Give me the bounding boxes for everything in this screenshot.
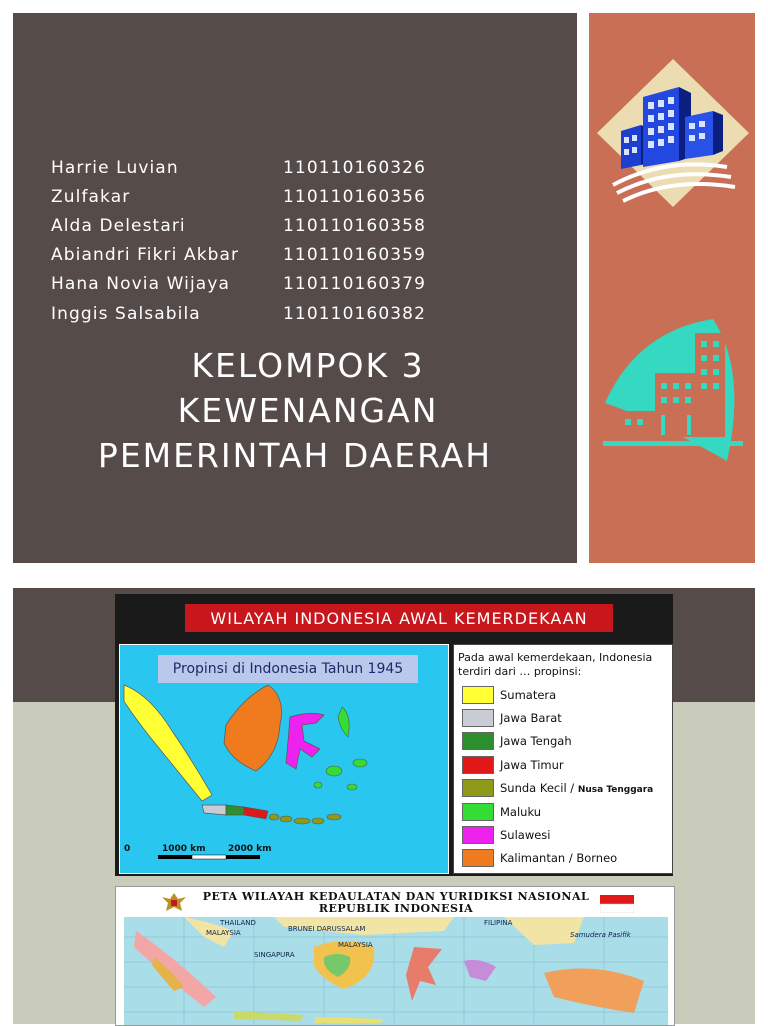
legend-item — [462, 683, 672, 706]
office-buildings-icon — [595, 57, 751, 211]
map-label-malaysia: MALAYSIA — [338, 941, 373, 949]
legend-label: Sumatera — [500, 687, 557, 702]
slide-title — [13, 343, 577, 478]
legend-swatch — [462, 803, 494, 821]
legend-swatch — [462, 709, 494, 727]
legend-swatch — [462, 849, 494, 867]
legend-label-main: Sunda Kecil / — [500, 781, 578, 796]
title-slide-side-panel — [589, 13, 755, 563]
scale-zero-label: 0 — [124, 844, 131, 854]
map-label-filipina: FILIPINA — [484, 919, 513, 927]
member-row — [51, 182, 471, 211]
map-label-thailand: THAILAND — [220, 919, 256, 927]
member-row — [51, 299, 471, 328]
legend-label-note: Nusa Tenggara — [577, 785, 654, 796]
member-id: 110110160359 — [283, 245, 426, 266]
legend-swatch — [462, 779, 494, 797]
member-name: Harrie Luvian — [51, 157, 179, 178]
legend-label: Jawa Timur — [500, 757, 564, 772]
legend-list — [462, 683, 672, 870]
province-legend — [453, 644, 673, 874]
title-slide-main-panel — [13, 13, 577, 563]
province-map-image — [115, 594, 673, 876]
legend-label: Sulawesi — [500, 828, 551, 843]
legend-label — [500, 781, 653, 795]
member-row — [51, 211, 471, 240]
legend-label: Jawa Barat — [500, 711, 562, 726]
map-label-brunei: BRUNEI DARUSSALAM — [288, 925, 366, 933]
slide-title-line-2: KEWENANGAN — [177, 391, 439, 430]
legend-label: Kalimantan / Borneo — [500, 851, 618, 866]
member-id: 110110160379 — [283, 274, 426, 295]
legend-item — [462, 823, 672, 846]
member-id: 110110160358 — [283, 215, 426, 236]
legend-swatch — [462, 756, 494, 774]
legend-intro: Pada awal kemerdekaan, Indonesia terdiri dari … propinsi: — [458, 651, 653, 678]
member-name: Zulfakar — [51, 186, 131, 207]
map-label-malaysia: MALAYSIA — [206, 929, 241, 937]
member-id: 110110160382 — [283, 303, 426, 324]
member-id: 110110160326 — [283, 157, 426, 178]
legend-item — [462, 730, 672, 753]
member-name: Abiandri Fikri Akbar — [51, 245, 240, 266]
sovereignty-map-title: PETA WILAYAH KEDAULATAN DAN YURIDIKSI NASIONAL REPUBLIK INDONESIA — [202, 890, 590, 915]
member-name: Inggis Salsabila — [51, 303, 201, 324]
title-slide — [13, 13, 755, 563]
legend-swatch — [462, 732, 494, 750]
legend-label: Maluku — [500, 804, 542, 819]
member-row — [51, 153, 471, 182]
member-name: Hana Novia Wijaya — [51, 274, 230, 295]
legend-item — [462, 800, 672, 823]
legend-item — [462, 706, 672, 729]
sovereignty-map-image — [115, 886, 675, 1026]
legend-item — [462, 753, 672, 776]
province-map — [119, 644, 449, 874]
member-row — [51, 270, 471, 299]
map-label-pacific-ocean: Samudera Pasifik — [570, 931, 631, 939]
indonesia-flag-icon — [600, 895, 634, 913]
legend-label: Jawa Tengah — [500, 734, 572, 749]
scale-mid-label: 1000 km — [162, 844, 206, 854]
member-list — [51, 153, 471, 328]
map-header: WILAYAH INDONESIA AWAL KEMERDEKAAN — [185, 604, 613, 632]
map-label-singapura: SINGAPURA — [254, 951, 295, 959]
member-row — [51, 241, 471, 270]
map-slide — [13, 588, 755, 1024]
map-title: Propinsi di Indonesia Tahun 1945 — [158, 655, 418, 683]
scale-end-label: 2000 km — [228, 844, 272, 854]
member-name: Alda Delestari — [51, 215, 186, 236]
slide-title-line-1: KELOMPOK 3 — [191, 346, 425, 385]
building-icon — [597, 311, 749, 467]
legend-swatch — [462, 826, 494, 844]
legend-item — [462, 777, 672, 800]
garuda-emblem-icon — [160, 891, 188, 915]
member-id: 110110160356 — [283, 186, 426, 207]
sovereignty-map — [124, 917, 668, 1025]
slide-title-line-3: PEMERINTAH DAERAH — [97, 436, 493, 475]
legend-swatch — [462, 686, 494, 704]
legend-item — [462, 847, 672, 870]
